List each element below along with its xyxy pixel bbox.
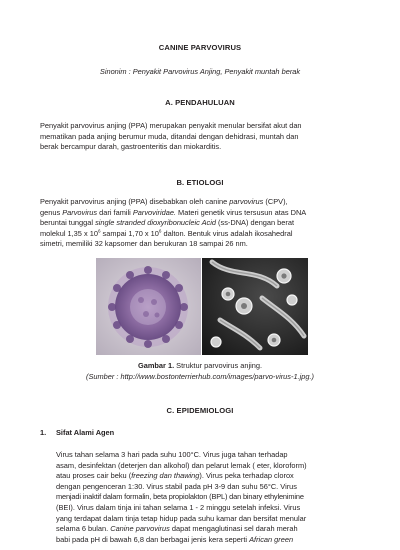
paragraph-line: (BEI). Virus dalam tinja ini tahan selama 1 - 2 minggu setelah infeksi. Virus bbox=[56, 502, 301, 512]
section-c-heading: C. EPIDEMIOLOGI bbox=[166, 406, 234, 415]
figure-caption bbox=[0, 361, 400, 372]
paragraph-line: berak bercampur darah, gastroenteritis dan miokarditis. bbox=[40, 142, 222, 152]
paragraph-line: selama 6 bulan. Canine parvovirus dapat mengaglutinasi sel darah merah bbox=[56, 524, 298, 534]
paragraph-line: asam, desinfektan (deterjen dan alkohol) dan pelarut lemak ( eter, kloroform) bbox=[56, 460, 307, 470]
paragraph-line: babi pada pH di bawah 6,8 dan berbagai jenis kera seperti African green bbox=[56, 534, 294, 544]
paragraph-line: dengan pengenceran 1:30. Virus stabil pada pH 3-9 dan suhu 56°C. Virus bbox=[56, 481, 297, 491]
section-a-heading: A. PENDAHULUAN bbox=[165, 98, 235, 107]
paragraph-line: menjadi inaktif dalam formalin, beta propiolakton (BPL) dan binary ethylenimine bbox=[56, 492, 304, 502]
paragraph-line: Penyakit parvovirus anjing (PPA) disebabkan oleh canine parvovirus (CPV), bbox=[40, 197, 288, 206]
paragraph-line: yang terdapat dalam tinja tetap hidup pada suhu kamar dan bersifat menular bbox=[56, 513, 307, 523]
electron-micrograph bbox=[202, 258, 308, 355]
paragraph-line: atau proses cair beku (freezing dan thawing). Virus peka terhadap clorox bbox=[56, 471, 294, 481]
subsection-heading: Sifat Alami Agen bbox=[56, 428, 115, 437]
section-a-paragraph bbox=[40, 121, 380, 153]
figure-label: Gambar 1. bbox=[137, 361, 175, 370]
paragraph-line: genus Parvovirus dari famili Parvoviridae. Materi genetik virus tersusun atas DNA bbox=[40, 207, 307, 217]
paragraph-line: Virus tahan selama 3 hari pada suhu 100°C. Virus juga tahan terhadap bbox=[56, 450, 288, 459]
parvovirus-figure bbox=[96, 258, 308, 355]
synonym-line: Sinonim : Penyakit Parvovirus Anjing, Penyakit muntah berak bbox=[99, 67, 301, 76]
section-c-paragraph bbox=[56, 450, 386, 545]
paragraph-line: mematikan pada anjing berumur muda, ditandai dengan dehidrasi, muntah dan bbox=[40, 131, 299, 141]
paragraph-line: beruntai tunggal single stranded dioxyribonucleic Acid (ss-DNA) dengan berat bbox=[40, 218, 295, 228]
virion-illustration bbox=[96, 258, 201, 355]
paragraph-line: simetri, memiliki 32 kapsomer dan berukuran 18 sampai 26 nm. bbox=[40, 239, 248, 249]
section-b-paragraph bbox=[40, 197, 380, 250]
virion-micrograph bbox=[96, 258, 201, 355]
document-title: CANINE PARVOVIRUS bbox=[158, 43, 242, 52]
section-b-heading: B. ETIOLOGI bbox=[176, 178, 224, 187]
subsection-number: 1. bbox=[40, 428, 47, 437]
figure-source: (Sumber : http://www.bostonterrierhub.com/images/parvo-virus-1.jpg.) bbox=[86, 372, 314, 381]
paragraph-line: Penyakit parvovirus anjing (PPA) merupakan penyakit menular bersifat akut dan bbox=[40, 121, 302, 130]
paragraph-line: molekul 1,35 x $10^6$ sampai 1,70 x $10^6$ dalton. Bentuk virus adalah ikosahedral bbox=[40, 228, 293, 238]
figure-caption-text: Struktur parvovirus anjing. bbox=[174, 361, 263, 370]
virus-particles-illustration bbox=[202, 258, 308, 355]
